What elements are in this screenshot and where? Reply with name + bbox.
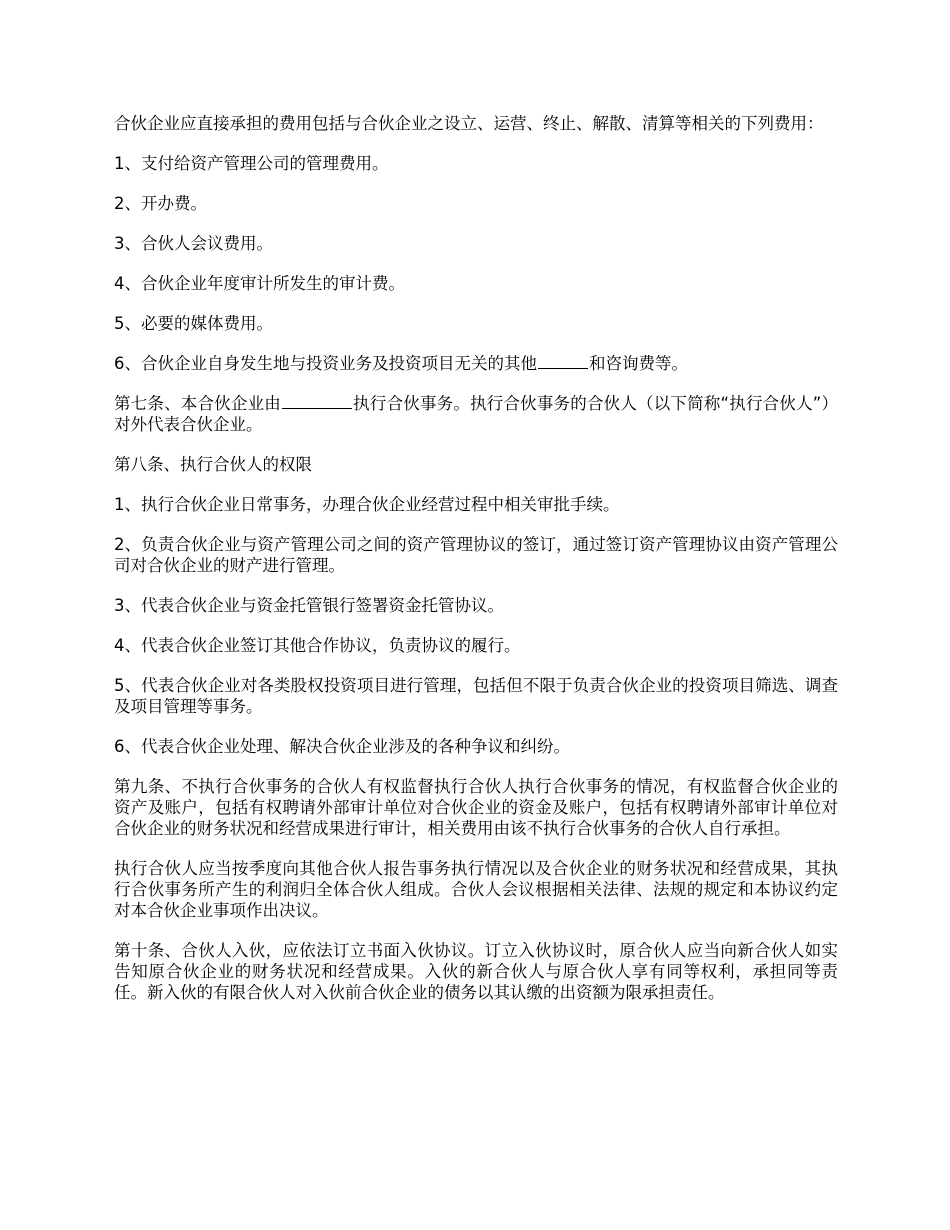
paragraph-power-2: 2、负责合伙企业与资产管理公司之间的资产管理协议的签订，通过签订资产管理协议由资产管理公司对合伙企业的财产进行管理。 <box>114 535 838 575</box>
fill-in-blank <box>282 393 352 409</box>
paragraph-item-3: 3、合伙人会议费用。 <box>114 234 273 253</box>
paragraph-article-7-text-before: 第七条、本合伙企业由 <box>114 394 281 413</box>
paragraph-article-10: 第十条、合伙人入伙，应依法订立书面入伙协议。订立入伙协议时，原合伙人应当向新合伙人如实告知原合伙企业的财务状况和经营成果。入伙的新合伙人与原合伙人享有同等权利，承担同等责任。新入伙的有限合伙人对入伙前合伙企业的债务以其认缴的出资额为限承担责任。 <box>114 941 838 1002</box>
paragraph-power-6: 6、代表合伙企业处理、解决合伙企业涉及的各种争议和纠纷。 <box>114 737 570 756</box>
fill-in-blank <box>538 353 588 369</box>
paragraph-item-6 <box>114 353 838 374</box>
paragraph-power-4: 4、代表合伙企业签订其他合作协议，负责协议的履行。 <box>114 636 521 655</box>
paragraph-article-7 <box>114 393 838 435</box>
paragraph-article-9: 第九条、不执行合伙事务的合伙人有权监督执行合伙人执行合伙事务的情况，有权监督合伙企业的资产及账户，包括有权聘请外部审计单位对合伙企业的资金及账户，包括有权聘请外部审计单位对合伙企业的财务状况和经营成果进行审计，相关费用由该不执行合伙事务的合伙人自行承担。 <box>114 777 838 838</box>
paragraph-power-5: 5、代表合伙企业对各类股权投资项目进行管理，包括但不限于负责合伙企业的投资项目筛选、调查及项目管理等事务。 <box>114 676 838 716</box>
paragraph-item-6-text-after: 和咨询费等。 <box>589 354 688 373</box>
paragraph-item-5: 5、必要的媒体费用。 <box>114 314 273 333</box>
paragraph-item-4: 4、合伙企业年度审计所发生的审计费。 <box>114 274 405 293</box>
document-body <box>114 113 838 1022</box>
paragraph-report: 执行合伙人应当按季度向其他合伙人报告事务执行情况以及合伙企业的财务状况和经营成果，其执行合伙事务所产生的利润归全体合伙人组成。合伙人会议根据相关法律、法规的规定和本协议约定对本合伙企业事项作出决议。 <box>114 859 838 920</box>
paragraph-power-1: 1、执行合伙企业日常事务，办理合伙企业经营过程中相关审批手续。 <box>114 495 620 514</box>
paragraph-article-7-text-after: 执行合伙事务。执行合伙事务的合伙人（以下简称“执行合伙人”）对外代表合伙企业。 <box>114 394 838 434</box>
paragraph-power-3: 3、代表合伙企业与资金托管银行签署资金托管协议。 <box>114 596 504 615</box>
paragraph-article-8-heading: 第八条、执行合伙人的权限 <box>114 455 312 474</box>
paragraph-intro: 合伙企业应直接承担的费用包括与合伙企业之设立、运营、终止、解散、清算等相关的下列费用： <box>114 114 824 133</box>
paragraph-item-1: 1、支付给资产管理公司的管理费用。 <box>114 154 389 173</box>
paragraph-item-6-text-before: 6、合伙企业自身发生地与投资业务及投资项目无关的其他 <box>114 354 537 373</box>
paragraph-item-2: 2、开办费。 <box>114 194 207 213</box>
